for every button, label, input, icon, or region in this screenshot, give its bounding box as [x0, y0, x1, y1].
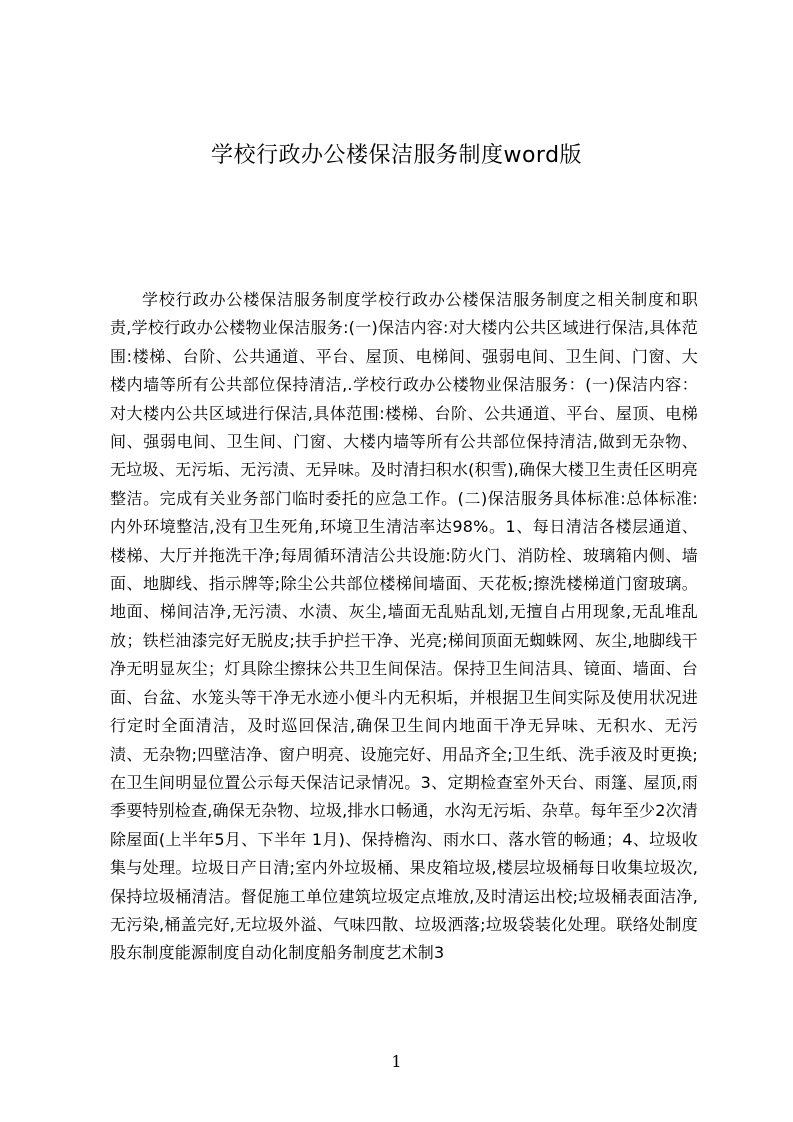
document-body-paragraph: 学校行政办公楼保洁服务制度学校行政办公楼保洁服务制度之相关制度和职责,学校行政办公楼物业保洁服务:(一)保洁内容:对大楼内公共区域进行保洁,具体范围:楼梯、台阶、公共通道、平台、屋顶、电梯间、强弱电间、卫生间、门窗、大楼内墙等所有公共部位保持清洁,.学校行政办公楼物业保洁服务：(一)保洁内容：对大楼内公共区域进行保洁,具体范围:楼梯、台阶、公共通道、平台、屋顶、电梯间、强弱电间、卫生间、门窗、大楼内墙等所有公共部位保持清洁,做到无杂物、无垃圾、无污垢、无污渍、无异味。及时清扫积水(积雪),确保大楼卫生责任区明亮整洁。完成有关业务部门临时委托的应急工作。(二)保洁服务具体标准:总体标准:内外环境整洁,没有卫生死角,环境卫生清洁率达98%。1、每日清洁各楼层通道、楼梯、大厅并拖洗干净;每周循环清洁公共设施:防火门、消防栓、玻璃箱内侧、墙面、地脚线、指示牌等;除尘公共部位楼梯间墙面、天花板;擦洗楼梯道门窗玻璃。地面、梯间洁净,无污渍、水渍、灰尘,墙面无乱贴乱划,无擅自占用现象,无乱堆乱放；铁栏油漆完好无脱皮;扶手护拦干净、光亮;梯间顶面无蜘蛛网、灰尘,地脚线干净无明显灰尘；灯具除尘擦抹公共卫生间保洁。保持卫生间洁具、镜面、墙面、台面、台盆、水笼头等干净无水迹小便斗内无积垢，并根据卫生间实际及使用状况进行定时全面清洁，及时巡回保洁,确保卫生间内地面干净无异味、无积水、无污渍、无杂物;四壁洁净、窗户明亮、设施完好、用品齐全;卫生纸、洗手液及时更换;在卫生间明显位置公示每天保洁记录情况。3、定期检查室外天台、雨篷、屋顶,雨季要特别检查,确保无杂物、垃圾,排水口畅通，水沟无污垢、杂草。每年至少2次清除屋面(上半年5月、下半年 1月)、保持檐沟、雨水口、落水管的畅通；4、垃圾收集与处理。垃圾日产日清;室内外垃圾桶、果皮箱垃圾,楼层垃圾桶每日收集垃圾次,保持垃圾桶清洁。督促施工单位建筑垃圾定点堆放,及时清运出校;垃圾桶表面洁净,无污染,桶盖完好,无垃圾外溢、气味四散、垃圾洒落;垃圾袋装化处理。联络处制度股东制度能源制度自动化制度船务制度艺术制3: [110, 290, 698, 963]
document-title: 学校行政办公楼保洁服务制度word版: [210, 143, 583, 168]
page-number: 1: [391, 1052, 402, 1071]
